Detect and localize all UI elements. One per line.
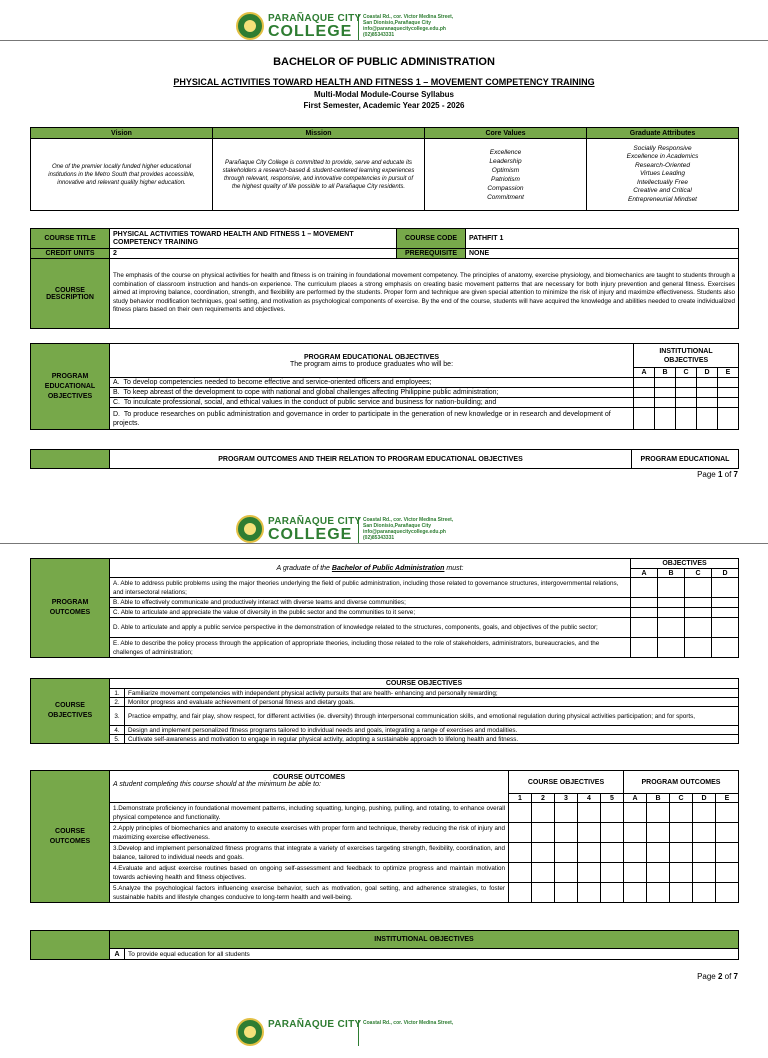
address-line-1: Coastal Rd., cor. Victor Medina Street,	[363, 517, 454, 523]
brand-bottom: COLLEGE	[268, 526, 353, 543]
course-description-text: The emphasis of the course on physical activities for health and fitness is on training in foundational movement competency. The principles of anatomy, exercise physiology, and biomechanics are taught to students through a combination of classroom instruction and hands-on experience. The curriculum places a strong emphasis on creating basic movement patterns that are necessary for both injury prevention and general fitness. Exercises aimed at improving balance, coordination, strength, and flexibility are performed by the students. Proper form and technique are given special attention to minimize the risk of injury and maximize effectiveness. Students also study behavior modification techniques, goal setting, and motivation as psychological components of exercise. By the end of the course, students will have acquired the knowledge and abilities needed to create individualized fitness plans based on their own requirements and objectives.	[110, 259, 739, 329]
attribute: Socially Responsive	[633, 144, 692, 152]
vmcg-table	[30, 127, 739, 211]
inst-col-d: D	[697, 368, 718, 378]
contact-info	[363, 14, 453, 38]
course-outcome-item: 3.Develop and implement personalized fitness programs that integrate a variety of exercises targeting strength, flexibility, coordination, and balance, tailored to individual needs and goals.	[110, 843, 509, 863]
peo-item	[110, 398, 634, 408]
co-col: 4	[578, 794, 601, 803]
program-outcome-item: C. Able to articulate and appreciate the value of diversity in the public sector and the communities to it serve;	[110, 608, 631, 618]
co-col: 5	[601, 794, 624, 803]
letterhead	[0, 12, 768, 52]
objective-key: 3.	[110, 707, 125, 726]
graduate-attributes-list	[587, 139, 739, 211]
brand-top: PARAÑAQUE CITY	[268, 13, 362, 24]
peo-key: B.	[113, 389, 120, 396]
inst-col-a: A	[634, 368, 655, 378]
po-col-c: C	[685, 569, 712, 578]
contact-info	[363, 1020, 453, 1026]
course-title-value: PHYSICAL ACTIVITIES TOWARD HEALTH AND FITNESS 1 – MOVEMENT COMPETENCY TRAINING	[110, 229, 397, 249]
graduate-attributes-header: Graduate Attributes	[587, 128, 739, 139]
course-outcome-item: 2.Apply principles of biomechanics and anatomy to execute exercises with proper form and technique, thereby reducing the risk of injury and maximizing exercise effectiveness.	[110, 823, 509, 843]
mission-text: Parañaque City College is committed to provide, serve and educate its stakeholders a research-based & student-centered learning experiences through relevant, responsive, and innovative competencies in pursuit of the highest quality of life possible to all Parañaque City residents.	[213, 139, 425, 211]
po-col-a: A	[631, 569, 658, 578]
objective-text: Design and implement personalized fitness programs tailored to individual needs and goals, integrating a range of exercises and modalities.	[125, 726, 739, 735]
core-value: Commitment	[487, 193, 524, 201]
peo-heading-cell	[110, 344, 634, 378]
course-outcomes-table	[30, 770, 739, 903]
course-outcomes-label: COURSE OUTCOMES	[31, 771, 110, 903]
peo-item	[110, 408, 634, 430]
po-objectives-heading: OBJECTIVES	[631, 559, 739, 569]
inst-objective-text: To provide equal education for all students	[125, 949, 739, 960]
college-seal-icon	[236, 12, 264, 40]
address-line-1: Coastal Rd., cor. Victor Medina Street,	[363, 14, 454, 20]
po-relation-heading: PROGRAM OUTCOMES AND THEIR RELATION TO PROGRAM EDUCATIONAL OBJECTIVES	[110, 450, 632, 469]
address-line-2: San Dionisio,Parañaque City	[363, 20, 432, 26]
core-values-list	[425, 139, 587, 211]
objective-key: 4.	[110, 726, 125, 735]
letterhead	[0, 1018, 768, 1058]
program-outcome-item: B. Able to effectively communicate and productively interact with diverse teams and diverse communities;	[110, 598, 631, 608]
course-heading: PHYSICAL ACTIVITIES TOWARD HEALTH AND FITNESS 1 – MOVEMENT COMPETENCY TRAINING	[173, 77, 595, 87]
core-value: Patriotism	[491, 175, 520, 183]
peo-key: D.	[113, 410, 120, 418]
course-objectives-label: COURSE OBJECTIVES	[31, 679, 110, 744]
po-relation-bar	[30, 449, 739, 469]
course-outcome-item: 4.Evaluate and adjust exercise routines based on ongoing self-assessment and feedback to optimize progress and maintain motivation towards achieving health and fitness objectives.	[110, 863, 509, 883]
objective-key: 5.	[110, 735, 125, 744]
po-col: B	[647, 794, 670, 803]
peo-item	[110, 388, 634, 398]
institutional-objectives-table	[30, 930, 739, 960]
peo-text: To develop competencies needed to become effective and service-oriented officers and employees;	[123, 379, 432, 386]
email: info@paranaquecitycollege.edu.ph	[363, 529, 446, 535]
page-3-partial	[0, 1014, 768, 1030]
syllabus-type: Multi-Modal Module-Course Syllabus	[313, 90, 454, 99]
peo-key: C.	[113, 399, 120, 406]
email: info@paranaquecitycollege.edu.ph	[363, 26, 446, 32]
inst-objectives-heading: INSTITUTIONAL OBJECTIVES	[634, 344, 739, 368]
credit-units-label: CREDIT UNITS	[31, 249, 110, 259]
program-outcomes-table	[30, 558, 739, 658]
contact-info	[363, 517, 453, 541]
po-col-b: B	[658, 569, 685, 578]
co-objectives-heading: COURSE OBJECTIVES	[509, 771, 624, 794]
phone: (02)85343331	[363, 32, 395, 38]
po-intro: A graduate of the Bachelor of Public Administration must:	[110, 559, 631, 578]
objective-text: Monitor progress and evaluate achievement of personal fitness and dietary goals.	[125, 698, 739, 707]
peo-text: To inculcate professional, social, and ethical values in the conduct of public service and business for nation-building; and	[123, 399, 497, 406]
inst-objective-key: A	[110, 949, 125, 960]
vision-text: One of the premier locally funded higher educational institutions in the Metro South that provides accessible, innovative and relevant quality higher education.	[31, 139, 213, 211]
prerequisite-value: NONE	[466, 249, 739, 259]
peo-heading: PROGRAM EDUCATIONAL OBJECTIVES	[303, 353, 440, 361]
institutional-objectives-heading: INSTITUTIONAL OBJECTIVES	[110, 931, 739, 949]
core-value: Excellence	[489, 148, 522, 156]
program-outcome-item: D. Able to articulate and apply a public service perspective in the demonstration of knowledge related to the structures, components, goals, and objectives of the public sector;	[110, 618, 631, 638]
prerequisite-label: PREREQUISITE	[397, 249, 466, 259]
course-info-table	[30, 228, 739, 329]
course-outcome-item: 5.Analyze the psychological factors influencing exercise behavior, such as motivation, goal setting, and adherence strategies, to foster sustainable habits and lifestyle changes conducive to long-term health and well-being.	[110, 883, 509, 903]
co-program-outcomes-heading: PROGRAM OUTCOMES	[624, 771, 739, 794]
core-value: Optimism	[491, 166, 520, 174]
co-col: 2	[532, 794, 555, 803]
mission-header: Mission	[213, 128, 425, 139]
course-outcome-item: 1.Demonstrate proficiency in foundational movement patterns, including squatting, lunging, pushing, pulling, and rotating, to enhance overall physical competence and functionality.	[110, 803, 509, 823]
college-seal-icon	[236, 1018, 264, 1046]
po-col: A	[624, 794, 647, 803]
course-code-label: COURSE CODE	[397, 229, 466, 249]
po-col-d: D	[712, 569, 739, 578]
peo-label: PROGRAM EDUCATIONAL OBJECTIVES	[31, 344, 110, 430]
course-code-value: PATHFIT 1	[466, 229, 739, 249]
co-heading: COURSE OUTCOMES	[272, 774, 346, 781]
objective-text: Practice empathy, and fair play, show respect, for different activities (ie. diversity) through interpersonal communication skills, and emotional regulation during physical activities participation; and for sports,	[125, 707, 739, 726]
objective-text: Cultivate self-awareness and motivation to engage in regular physical activity, adopting a sustainable approach to lifelong health and fitness.	[125, 735, 739, 744]
inst-col-b: B	[655, 368, 676, 378]
core-value: Leadership	[489, 157, 522, 165]
college-seal-icon	[236, 515, 264, 543]
peo-table	[30, 343, 739, 430]
po-col: D	[693, 794, 716, 803]
address-line-2: San Dionisio,Parañaque City	[363, 523, 432, 529]
course-objectives-table	[30, 678, 739, 744]
inst-col-c: C	[676, 368, 697, 378]
program-outcome-item: E. Able to describe the policy process through the application of appropriate theories, including those related to the role of stakeholders, administrators, bureaucracies, and the challenges of administration;	[110, 638, 631, 658]
peo-item	[110, 378, 634, 388]
peo-text: To keep abreast of the development to cope with national and global challenges affecting Philippine public administration;	[123, 389, 499, 396]
academic-term: First Semester, Academic Year 2025 - 2026	[303, 101, 465, 110]
program-outcome-item: A. Able to address public problems using the major theories underlying the field of public administration, including those related to governance structures, intergovernmental relations, and intersectoral relations;	[110, 578, 631, 598]
course-objectives-heading: COURSE OBJECTIVES	[110, 679, 739, 689]
page-1	[0, 0, 768, 490]
attribute: Excellence in Academics	[626, 153, 699, 161]
attribute: Intellectually Free	[637, 178, 688, 186]
attribute: Virtues Leading	[639, 170, 686, 178]
objective-key: 2.	[110, 698, 125, 707]
po-col: C	[670, 794, 693, 803]
peo-col-heading: PROGRAM EDUCATIONAL	[632, 450, 739, 469]
page-number-2: Page 2 of 7	[697, 972, 738, 981]
core-values-header: Core Values	[425, 128, 587, 139]
co-col: 3	[555, 794, 578, 803]
objective-text: Familiarize movement competencies with independent physical activity pursuits that are health- enhancing and personally rewarding;	[125, 689, 739, 698]
page-2	[0, 512, 768, 1002]
attribute: Creative and Critical	[633, 187, 692, 195]
po-col: E	[716, 794, 739, 803]
core-value: Compassion	[487, 184, 524, 192]
peo-key: A.	[113, 379, 120, 386]
objective-key: 1.	[110, 689, 125, 698]
program-title: BACHELOR OF PUBLIC ADMINISTRATION	[273, 56, 495, 68]
peo-subheading: The program aims to produce graduates who will be:	[289, 360, 454, 368]
attribute: Entrepreneurial Mindset	[627, 195, 697, 203]
credit-units-value: 2	[110, 249, 397, 259]
vision-header: Vision	[31, 128, 213, 139]
inst-col-e: E	[718, 368, 739, 378]
program-outcomes-label: PROGRAM OUTCOMES	[31, 559, 110, 658]
page-number-1: Page 1 of 7	[697, 470, 738, 479]
co-col: 1	[509, 794, 532, 803]
brand-bottom: COLLEGE	[268, 23, 353, 40]
letterhead	[0, 515, 768, 555]
brand-top: PARAÑAQUE CITY	[268, 1019, 362, 1030]
address-line-1: Coastal Rd., cor. Victor Medina Street,	[363, 1020, 454, 1026]
co-subheading: A student completing this course should at the minimum be able to:	[113, 781, 321, 788]
peo-text: To produce researches on public administration and governance in order to participate in the generation of new knowledge or in research and development of projects.	[113, 410, 611, 427]
brand-top: PARAÑAQUE CITY	[268, 516, 362, 527]
co-heading-cell	[110, 771, 509, 803]
attribute: Research-Oriented	[635, 161, 690, 169]
course-description-label: COURSE DESCRIPTION	[31, 259, 110, 329]
phone: (02)85343331	[363, 535, 395, 541]
course-title-label: COURSE TITLE	[31, 229, 110, 249]
